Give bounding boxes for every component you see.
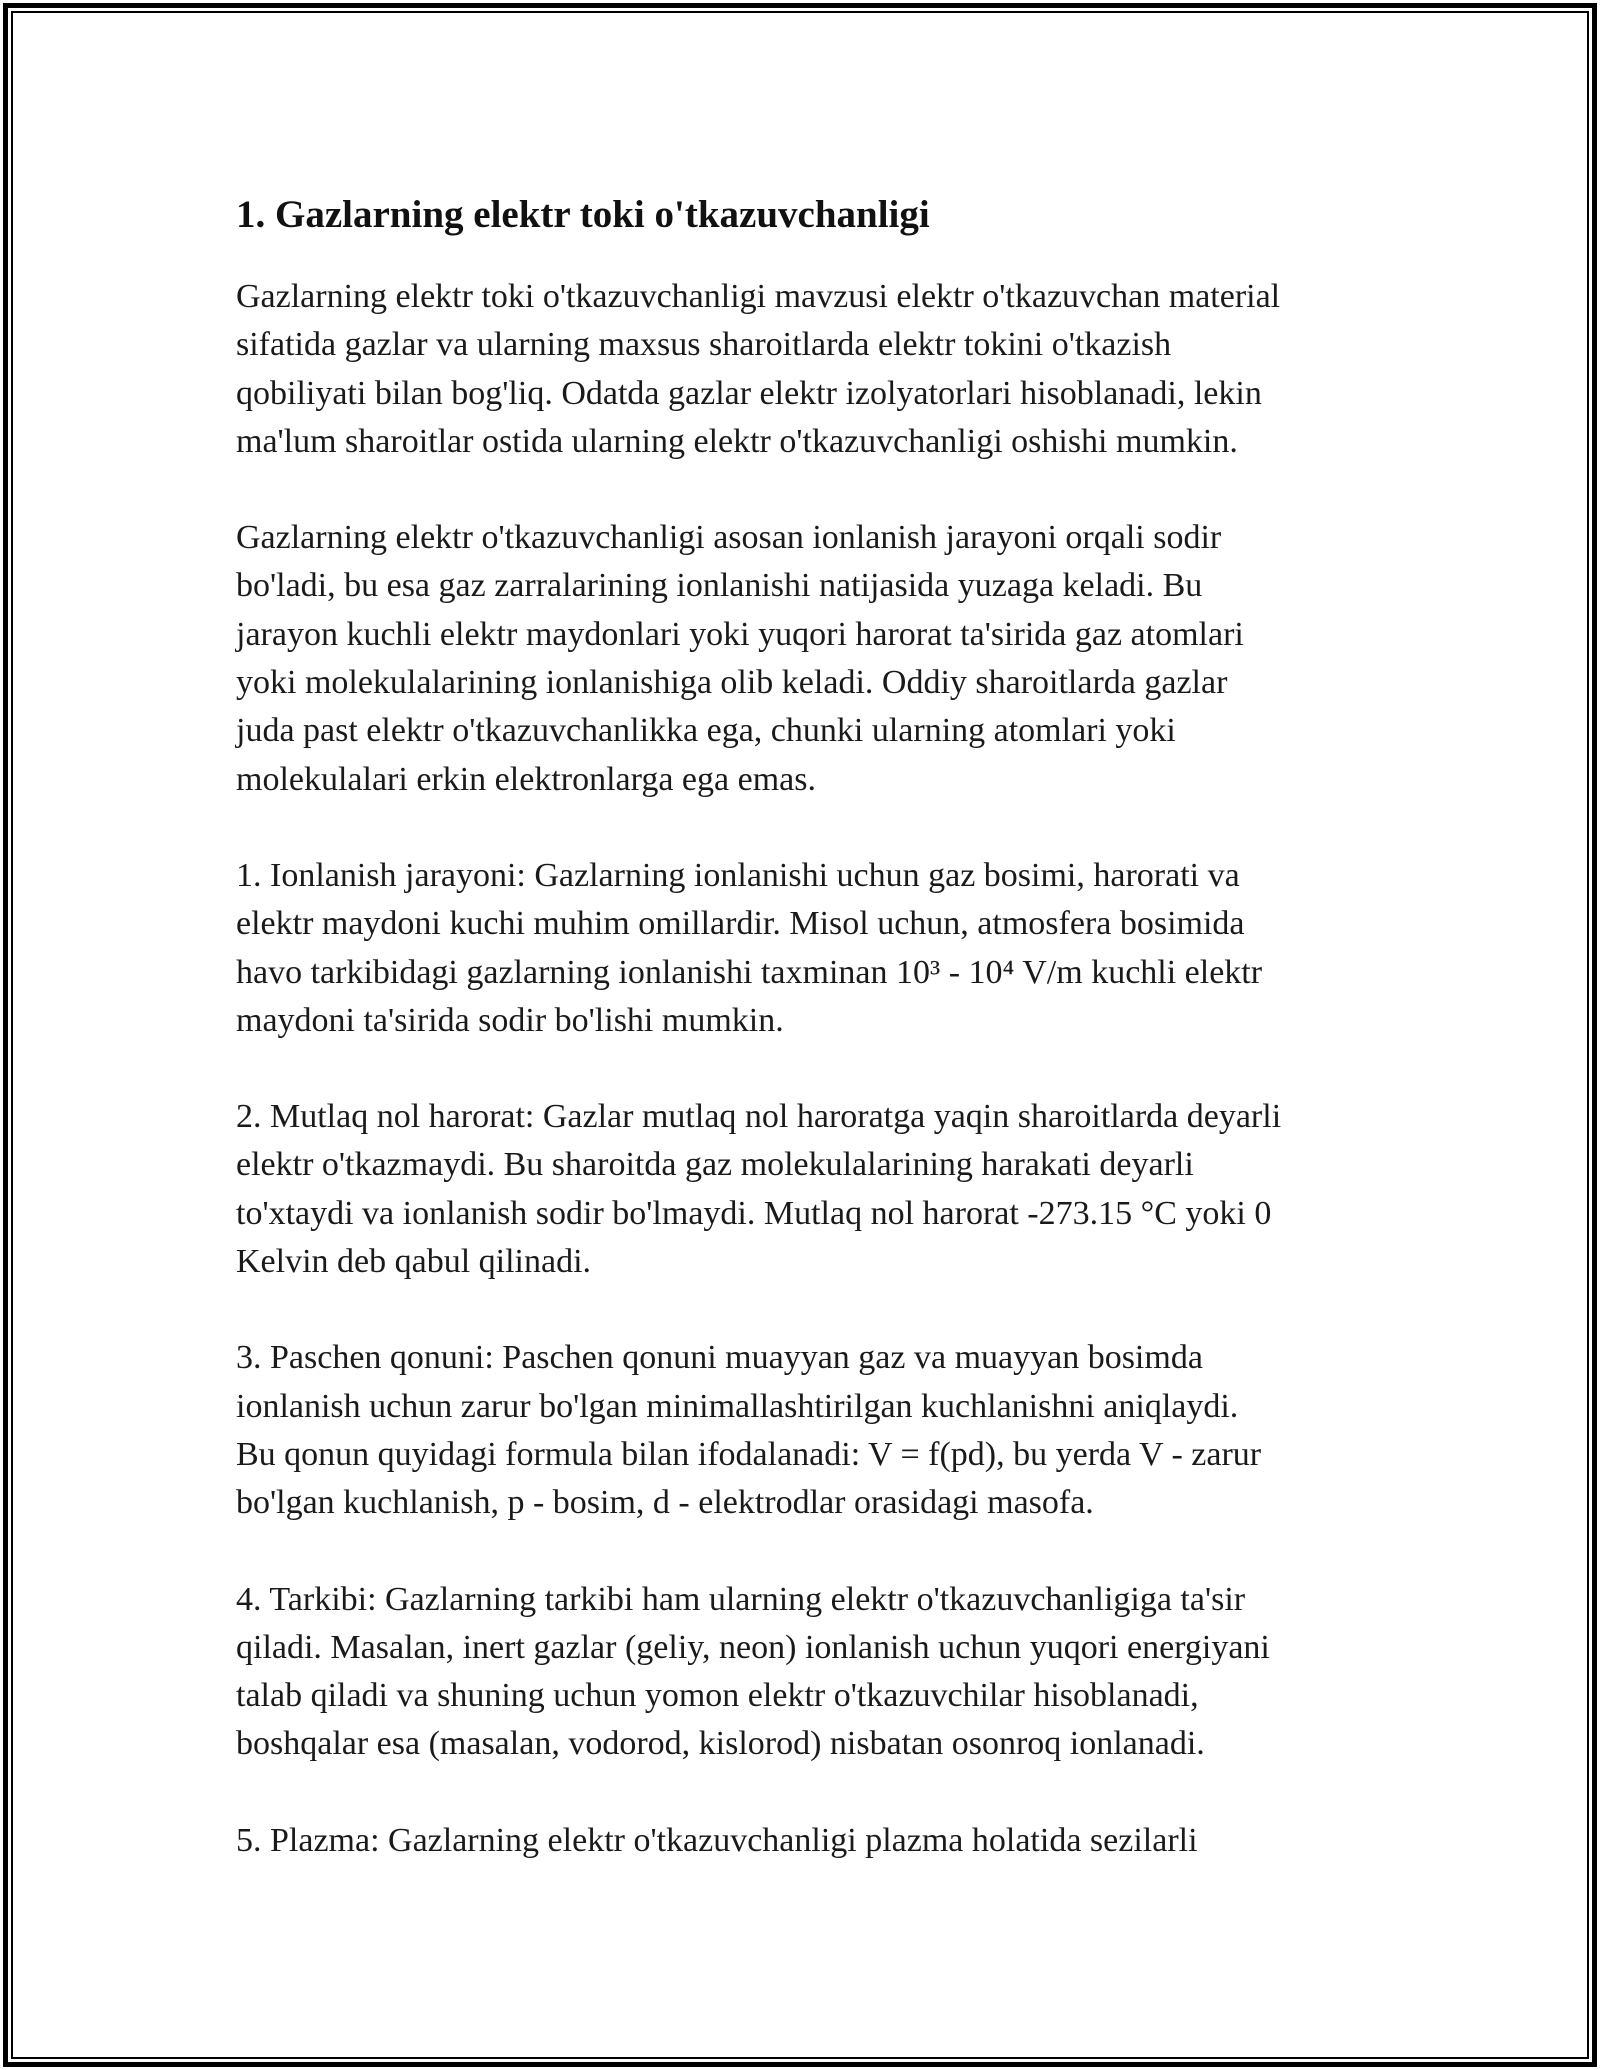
list-item-absolute-zero: 2. Mutlaq nol harorat: Gazlar mutlaq nol haroratga yaqin sharoitlarda deyarli elektr o'tkazmaydi. Bu sharoitda gaz molekulalarining harakati deyarli to'xtaydi va ionlanish sodir bo'lmaydi. Mutlaq nol harorat -273.15 °C yoki 0 Kelvin deb qabul qilinadi. — [236, 1098, 1282, 1281]
list-item-plasma: 5. Plazma: Gazlarning elektr o'tkazuvchanligi plazma holatida sezilarli — [236, 1821, 1198, 1859]
document-page — [236, 185, 1386, 1865]
list-item-composition: 4. Tarkibi: Gazlarning tarkibi ham ularning elektr o'tkazuvchanligiga ta'sir qiladi. Masalan, inert gazlar (geliy, neon) ionlanish uchun yuqori energiyani talab qiladi va shuning uchun yomon elektr o'tkazuvchilar hisoblanadi, boshqalar esa (masalan, vodorod, kislorod) nisbatan osonroq ionlanadi. — [236, 1580, 1270, 1763]
paragraph-intro: Gazlarning elektr toki o'tkazuvchanligi mavzusi elektr o'tkazuvchan material sifatida gazlar va ularning maxsus sharoitlarda elektr tokini o'tkazish qobiliyati bilan bog'liq. Odatda gazlar elektr izolyatorlari hisoblanadi, lekin ma'lum sharoitlar ostida ularning elektr o'tkazuvchanligi oshishi mumkin. — [236, 278, 1281, 460]
document-title: 1. Gazlarning elektr toki o'tkazuvchanligi — [236, 193, 930, 236]
list-item-paschen-law: 3. Paschen qonuni: Paschen qonuni muayyan gaz va muayyan bosimda ionlanish uchun zarur bo'lgan minimallashtirilgan kuchlanishni aniqlaydi. Bu qonun quyidagi formula bilan ifodalanadi: V = f(pd), bu yerda V - zarur bo'lgan kuchlanish, p - bosim, d - elektrodlar orasidagi masofa. — [236, 1339, 1262, 1522]
list-item-ionization-process: 1. Ionlanish jarayoni: Gazlarning ionlanishi uchun gaz bosimi, harorati va elektr maydoni kuchi muhim omillardir. Misol uchun, atmosfera bosimida havo tarkibidagi gazlarning ionlanishi taxminan 10³ - 10⁴ V/m kuchli elektr maydoni ta'sirida sodir bo'lishi mumkin. — [236, 856, 1263, 1039]
paragraph-ionization-overview: Gazlarning elektr o'tkazuvchanligi asosan ionlanish jarayoni orqali sodir bo'ladi, bu esa gaz zarralarining ionlanishi natijasida yuzaga keladi. Bu jarayon kuchli elektr maydonlari yoki yuqori harorat ta'sirida gaz atomlari yoki molekulalarining ionlanishiga olib keladi. Oddiy sharoitlarda gazlar juda past elektr o'tkazuvchanlikka ega, chunki ularning atomlari yoki molekulalari erkin elektronlarga ega emas. — [236, 519, 1244, 798]
